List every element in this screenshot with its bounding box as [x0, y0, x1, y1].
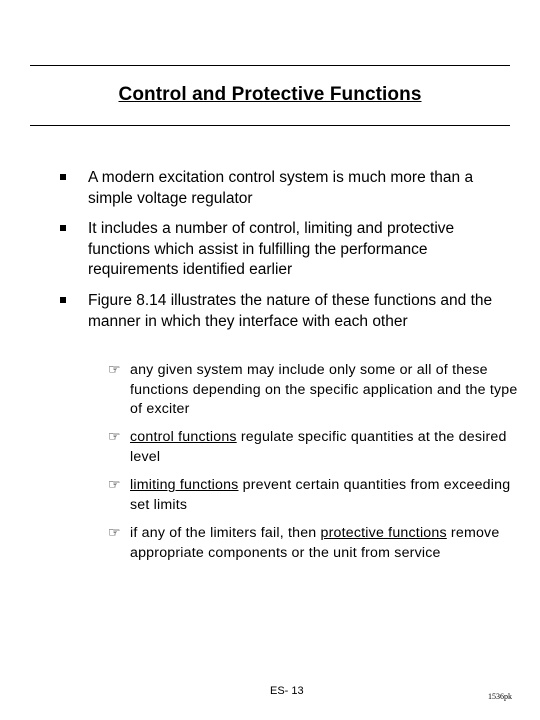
- term-protective-functions: protective functions: [320, 525, 447, 541]
- slide-code: 1536pk: [488, 692, 512, 701]
- square-bullet-icon: [60, 297, 66, 303]
- sub-text-rest: prevent certain quantities from exceeding set limits: [130, 477, 511, 513]
- pointing-hand-icon: ☞: [108, 429, 121, 445]
- bullet-text: A modern excitation control system is much more than a simple voltage regulator: [88, 169, 474, 207]
- sub-text-rest: regulate specific quantities at the desired level: [130, 429, 507, 465]
- bullet-text: Figure 8.14 illustrates the nature of these functions and the manner in which they interface with each other: [88, 292, 493, 330]
- sub-text: any given system may include only some or all of these functions depending on the specific application and the type of exciter: [130, 362, 518, 417]
- sub-text-pre: if any of the limiters fail, then: [130, 525, 321, 541]
- sub-text: [130, 524, 518, 563]
- pointing-hand-icon: ☞: [108, 477, 121, 493]
- pointing-hand-icon: ☞: [108, 362, 121, 378]
- sub-text-rest: remove appropriate components or the unit from service: [130, 525, 500, 561]
- sub-text: [130, 428, 518, 467]
- term-limiting-functions: limiting functions: [130, 477, 239, 493]
- bullet-text: It includes a number of control, limiting and protective functions which assist in fulfilling the performance requirements identified earlier: [88, 220, 455, 278]
- sub-text: [130, 476, 518, 515]
- pointing-hand-icon: ☞: [108, 525, 121, 541]
- bottom-rule: [30, 125, 510, 126]
- square-bullet-icon: [60, 225, 66, 231]
- term-control-functions: control functions: [130, 429, 237, 445]
- top-rule: [30, 65, 510, 66]
- page-title: Control and Protective Functions: [118, 84, 422, 105]
- square-bullet-icon: [60, 174, 66, 180]
- page-number: ES- 13: [270, 685, 304, 697]
